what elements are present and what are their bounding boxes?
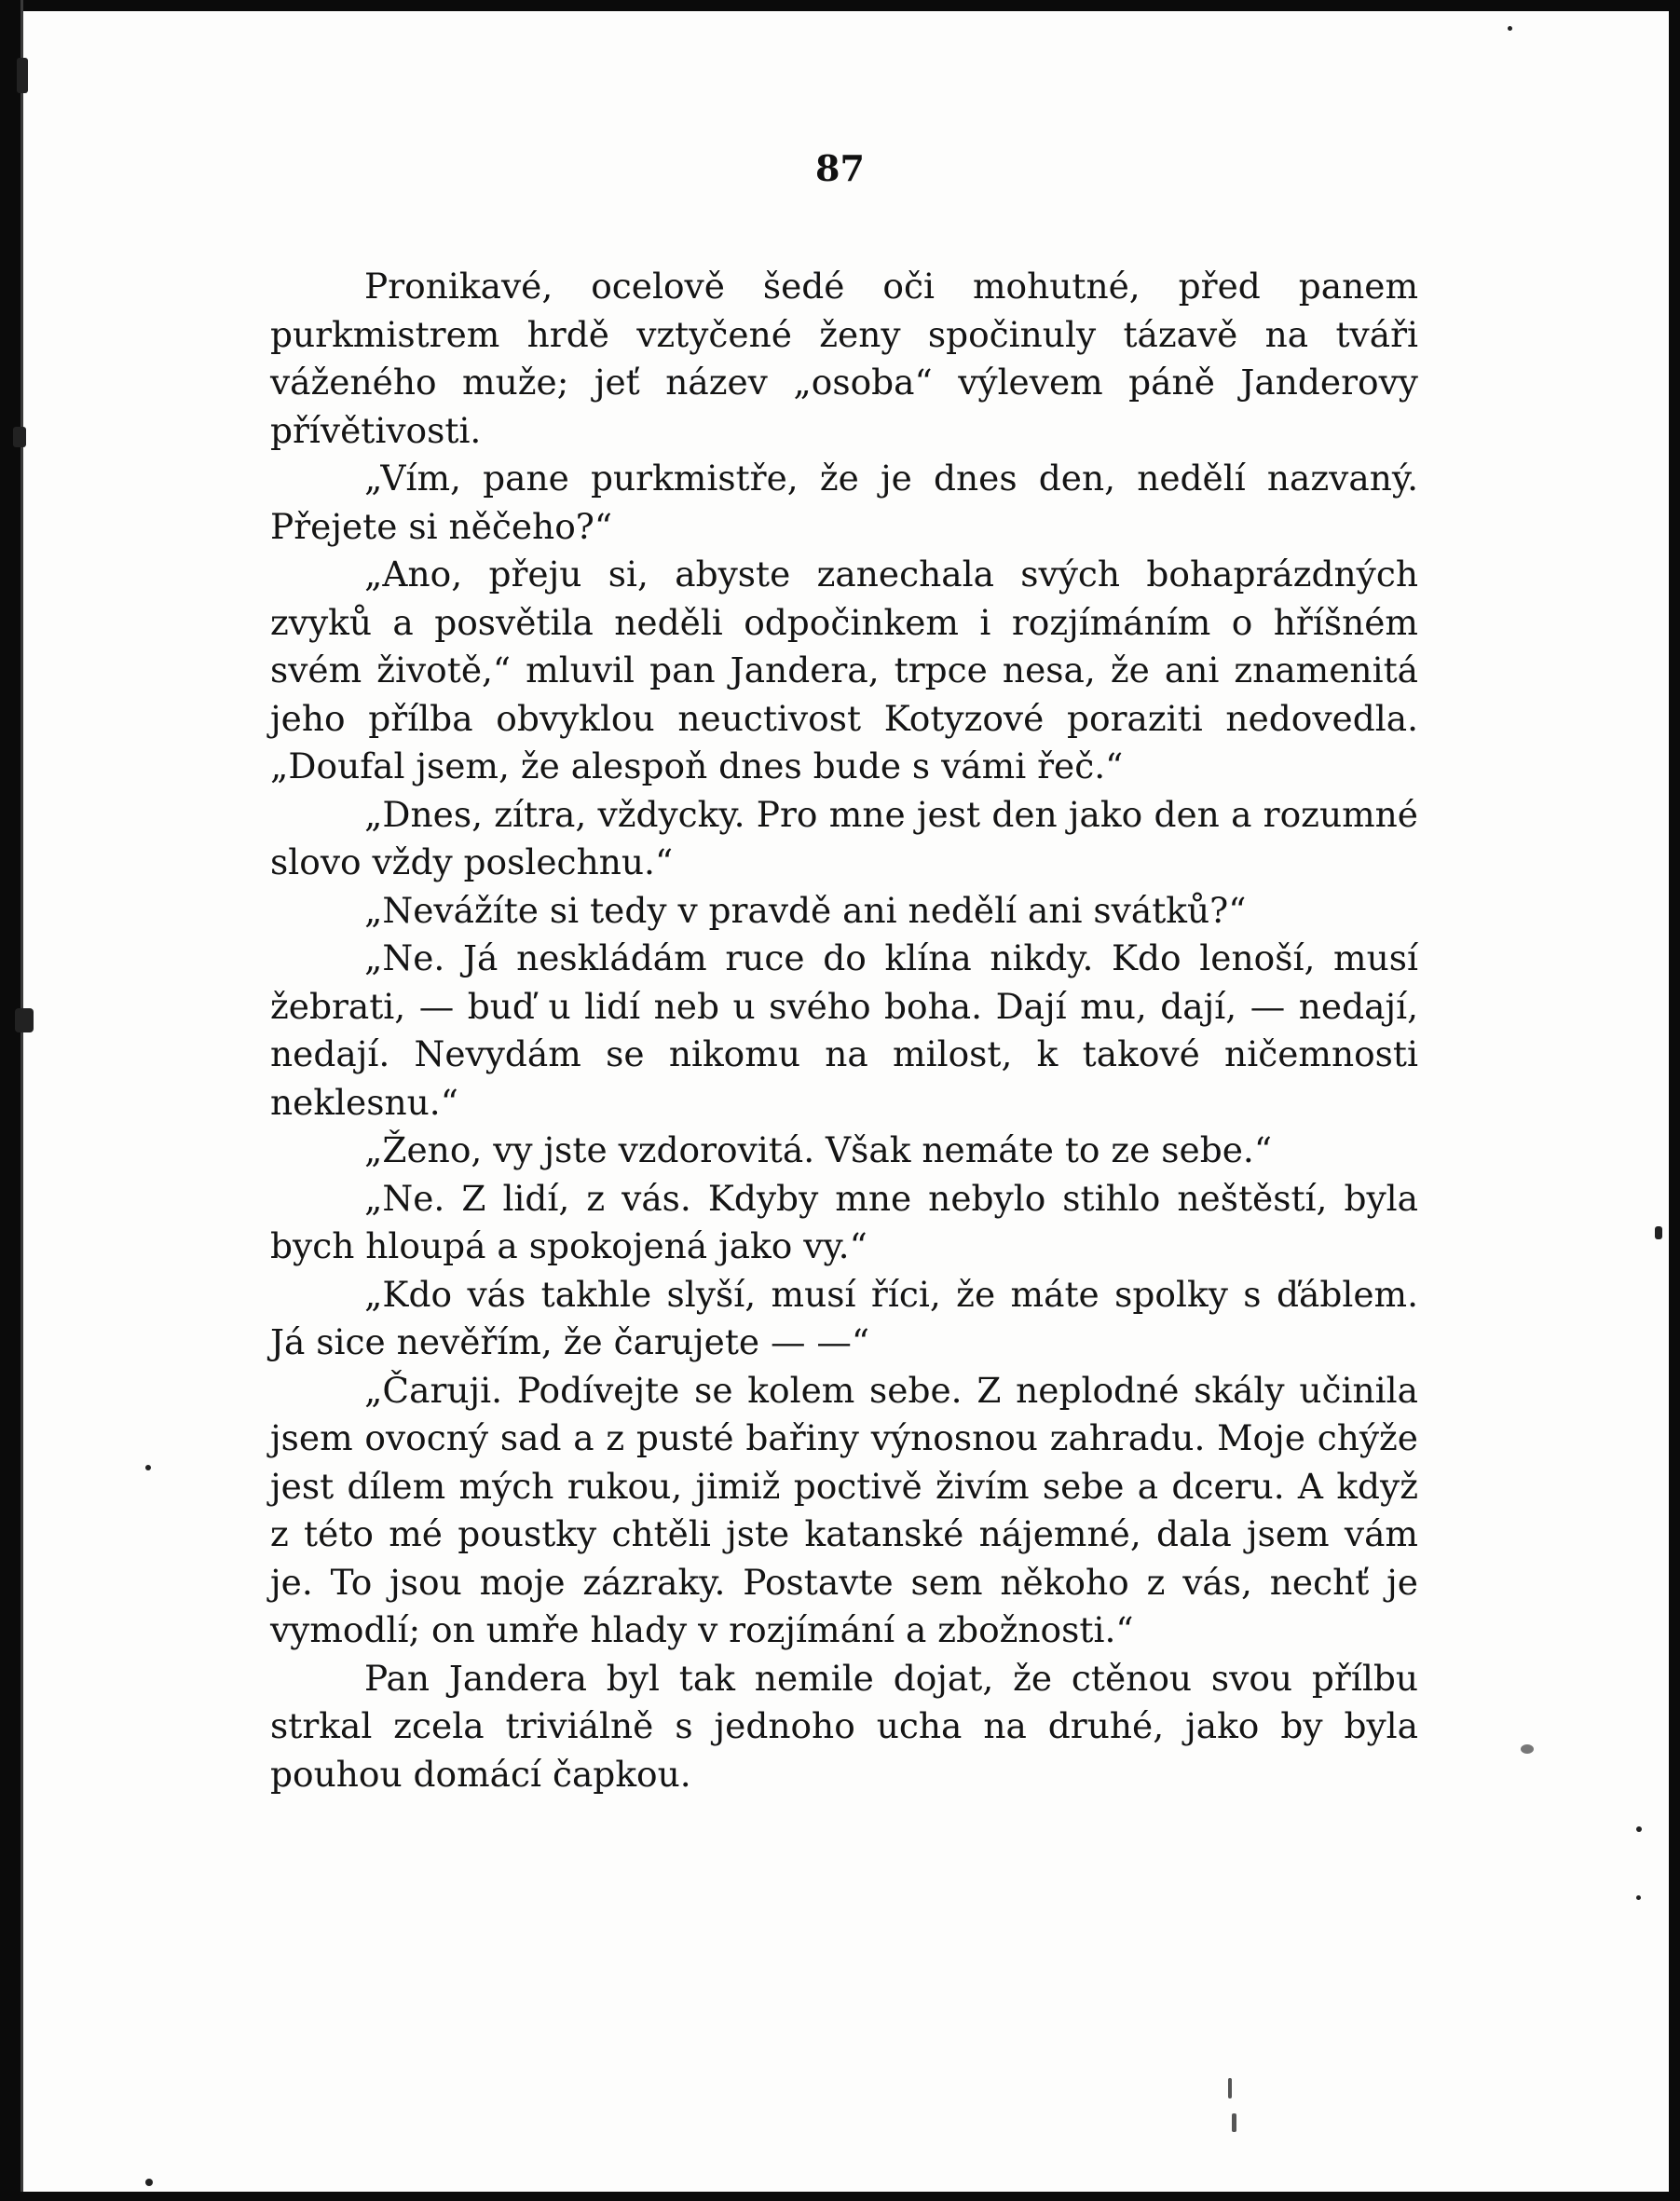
scan-border-right [1669,0,1680,2201]
paragraph: Pronikavé, ocelově šedé oči mohutné, před panem purkmistrem hrdě vztyčené ženy spočinuly tázavě na tváři váženého muže; jeť název „osoba“ výlevem páně Janderovy přívětivosti. [270,266,1418,451]
paragraph: „Kdo vás takhle slyší, musí říci, že máte spolky s ďáblem. Já sice nevěřím, že čarujete — —“ [270,1273,1418,1362]
scan-border-left-shadow [20,0,23,2201]
scan-speck [145,2179,153,2186]
scan-speck [1232,2113,1236,2132]
paragraph: „Nevážíte si tedy v pravdě ani nedělí ani svátků?“ [364,889,1247,931]
paragraph: „Ženo, vy jste vzdorovitá. Však nemáte to ze sebe.“ [364,1129,1272,1170]
paragraph: „Dnes, zítra, vždycky. Pro mne jest den jako den a rozumné slovo vždy poslechnu.“ [270,793,1418,882]
scan-speck [1521,1744,1534,1754]
page-number: 87 [815,147,865,189]
scan-speck [145,1465,151,1470]
scan-speck [1508,26,1512,31]
scan-border-left [0,0,20,2201]
paragraph: „Ne. Já neskládám ruce do klína nikdy. Kdo lenoší, musí žebrati, — buď u lidí neb u svého boha. Dají mu, dají, — nedají, nedají. Nevydám se nikomu na milost, k takové ničemnosti neklesnu.“ [270,937,1418,1123]
scan-speck [13,427,26,447]
paragraph: Pan Jandera byl tak nemile dojat, že ctěnou svou přílbu strkal zcela triviálně s jednoho ucha na druhé, jako by byla pouhou domácí čapkou. [270,1657,1418,1795]
body-text [270,263,1418,1798]
scan-border-top [0,0,1680,11]
scan-speck [1636,1895,1641,1900]
scan-speck [1655,1226,1662,1239]
scan-speck [1636,1826,1642,1832]
scan-speck [1228,2078,1232,2098]
scan-speck [15,1008,34,1032]
paragraph: „Ano, přeju si, abyste zanechala svých bohaprázdných zvyků a posvětila neděli odpočinkem i rozjímáním o hříšném svém životě,“ mluvil pan Jandera, trpce nesa, že ani znamenitá jeho přílba obvyklou neuctivost Kotyzové poraziti nedovedla. „Doufal jsem, že alespoň dnes bude s vámi řeč.“ [270,554,1418,786]
scan-border-bottom [0,2192,1680,2201]
paragraph: „Vím, pane purkmistře, že je dnes den, nedělí nazvaný. Přejete si něčeho?“ [270,458,1418,547]
paragraph: „Ne. Z lidí, z vás. Kdyby mne nebylo stihlo neštěstí, byla bych hloupá a spokojená jako vy.“ [270,1177,1418,1266]
paragraph: „Čaruji. Podívejte se kolem sebe. Z neplodné skály učinila jsem ovocný sad a z pusté bařiny výnosnou zahradu. Moje chýže jest dílem mých rukou, jimiž poctivě živím sebe a dceru. A když z této mé poustky chtěli jste katanské nájemné, dala jsem vám je. To jsou moje zázraky. Postavte sem někoho z vás, nechť je vymodlí; on umře hlady v rozjímání a zbožnosti.“ [270,1369,1418,1650]
scan-speck [17,58,28,93]
